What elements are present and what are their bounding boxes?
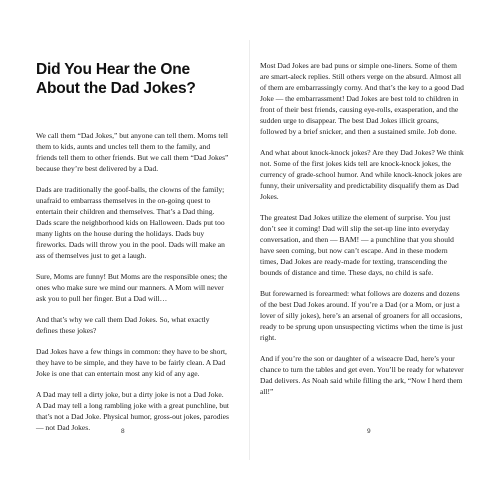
paragraph: And if you’re the son or daughter of a wiseacre Dad, here’s your chance to turn the tables and get even. You’ll be ready for whatever Dad delivers. As Noah said while filling the ark, “Now I herd them all!” bbox=[260, 354, 464, 396]
page-number-left: 8 bbox=[121, 428, 125, 435]
chapter-title-line-2: About the Dad Jokes? bbox=[36, 80, 196, 97]
paragraph: Dads are traditionally the goof-balls, the clowns of the family; unafraid to embarrass themselves in the on-going quest to entertain their children and themselves. That’s a Dad thing. Dads scare the neighborhood kids on Halloween. Dads put too many lights on the house during the holidays. Dads buy fireworks. Dads will throw you in the pool. Dads will make an ass of themselves just to get a laugh. bbox=[36, 185, 225, 260]
paragraph: A Dad may tell a dirty joke, but a dirty joke is not a Dad Joke. A Dad may tell a long rambling joke with a great punchline, but that’s not a Dad Joke. Physical humor, gross-out jokes, parodies — not Dad Jokes. bbox=[36, 390, 230, 432]
chapter-title bbox=[36, 60, 230, 98]
paragraph: And that’s why we call them Dad Jokes. So, what exactly defines these jokes? bbox=[36, 315, 210, 335]
paragraph: We call them “Dad Jokes,” but anyone can tell them. Moms tell them to kids, aunts and uncles tell them to the family, and friends tell them to other friends. But we call them “Dad Jokes” because they’re best delivered by a Dad. bbox=[36, 131, 229, 173]
right-page bbox=[250, 0, 500, 500]
paragraph: Most Dad Jokes are bad puns or simple one-liners. Some of them are smart-aleck replies. Still others verge on the absurd. Almost all of them are embarrassingly corny. And that’s the key to a good Dad Joke — the embarrassment! Dad Jokes are best told to children in front of their best friends, causing eye-rolls, exasperation, and the sudden urge to disappear. The best Dad Jokes illicit groans, followed by a brief snicker, and then a sustained smile. Job done. bbox=[260, 61, 464, 136]
page-number-right: 9 bbox=[367, 428, 371, 435]
paragraph: The greatest Dad Jokes utilize the element of surprise. You just don’t see it coming! Dad will slip the set-up line into everyday conversation, and then — BAM! — a punchline that you should have seen coming, but now can’t escape. And in these modern times, Dad Jokes are ready-made for texting, transcending the bounds of distance and time. These days, no child is safe. bbox=[260, 213, 454, 277]
paragraph: But forewarned is forearmed: what follows are dozens and dozens of the best Dad Jokes around. If you’re a Dad (or a Mom, or just a lover of silly jokes), here’s an arsenal of groaners for all occasions, ready to be sprung upon unsuspecting victims when the time is just right. bbox=[260, 289, 463, 342]
paragraph: Sure, Moms are funny! But Moms are the responsible ones; the ones who make sure we mind our manners. A Mom will never ask you to pull her finger. But a Dad will… bbox=[36, 272, 228, 303]
paragraph: And what about knock-knock jokes? Are they Dad Jokes? We think not. Some of the first jokes kids tell are knock-knock jokes, the currency of grade-school humor. And while knock-knock jokes are funny, their universality and predictability disqualify them as Dad Jokes. bbox=[260, 148, 464, 201]
chapter-title-line-1: Did You Hear the One bbox=[36, 61, 190, 78]
paragraph: Dad Jokes have a few things in common: they have to be short, they have to be simple, and they have to be fairly clean. A Dad Joke is one that can entertain most any kid of any age. bbox=[36, 347, 227, 378]
